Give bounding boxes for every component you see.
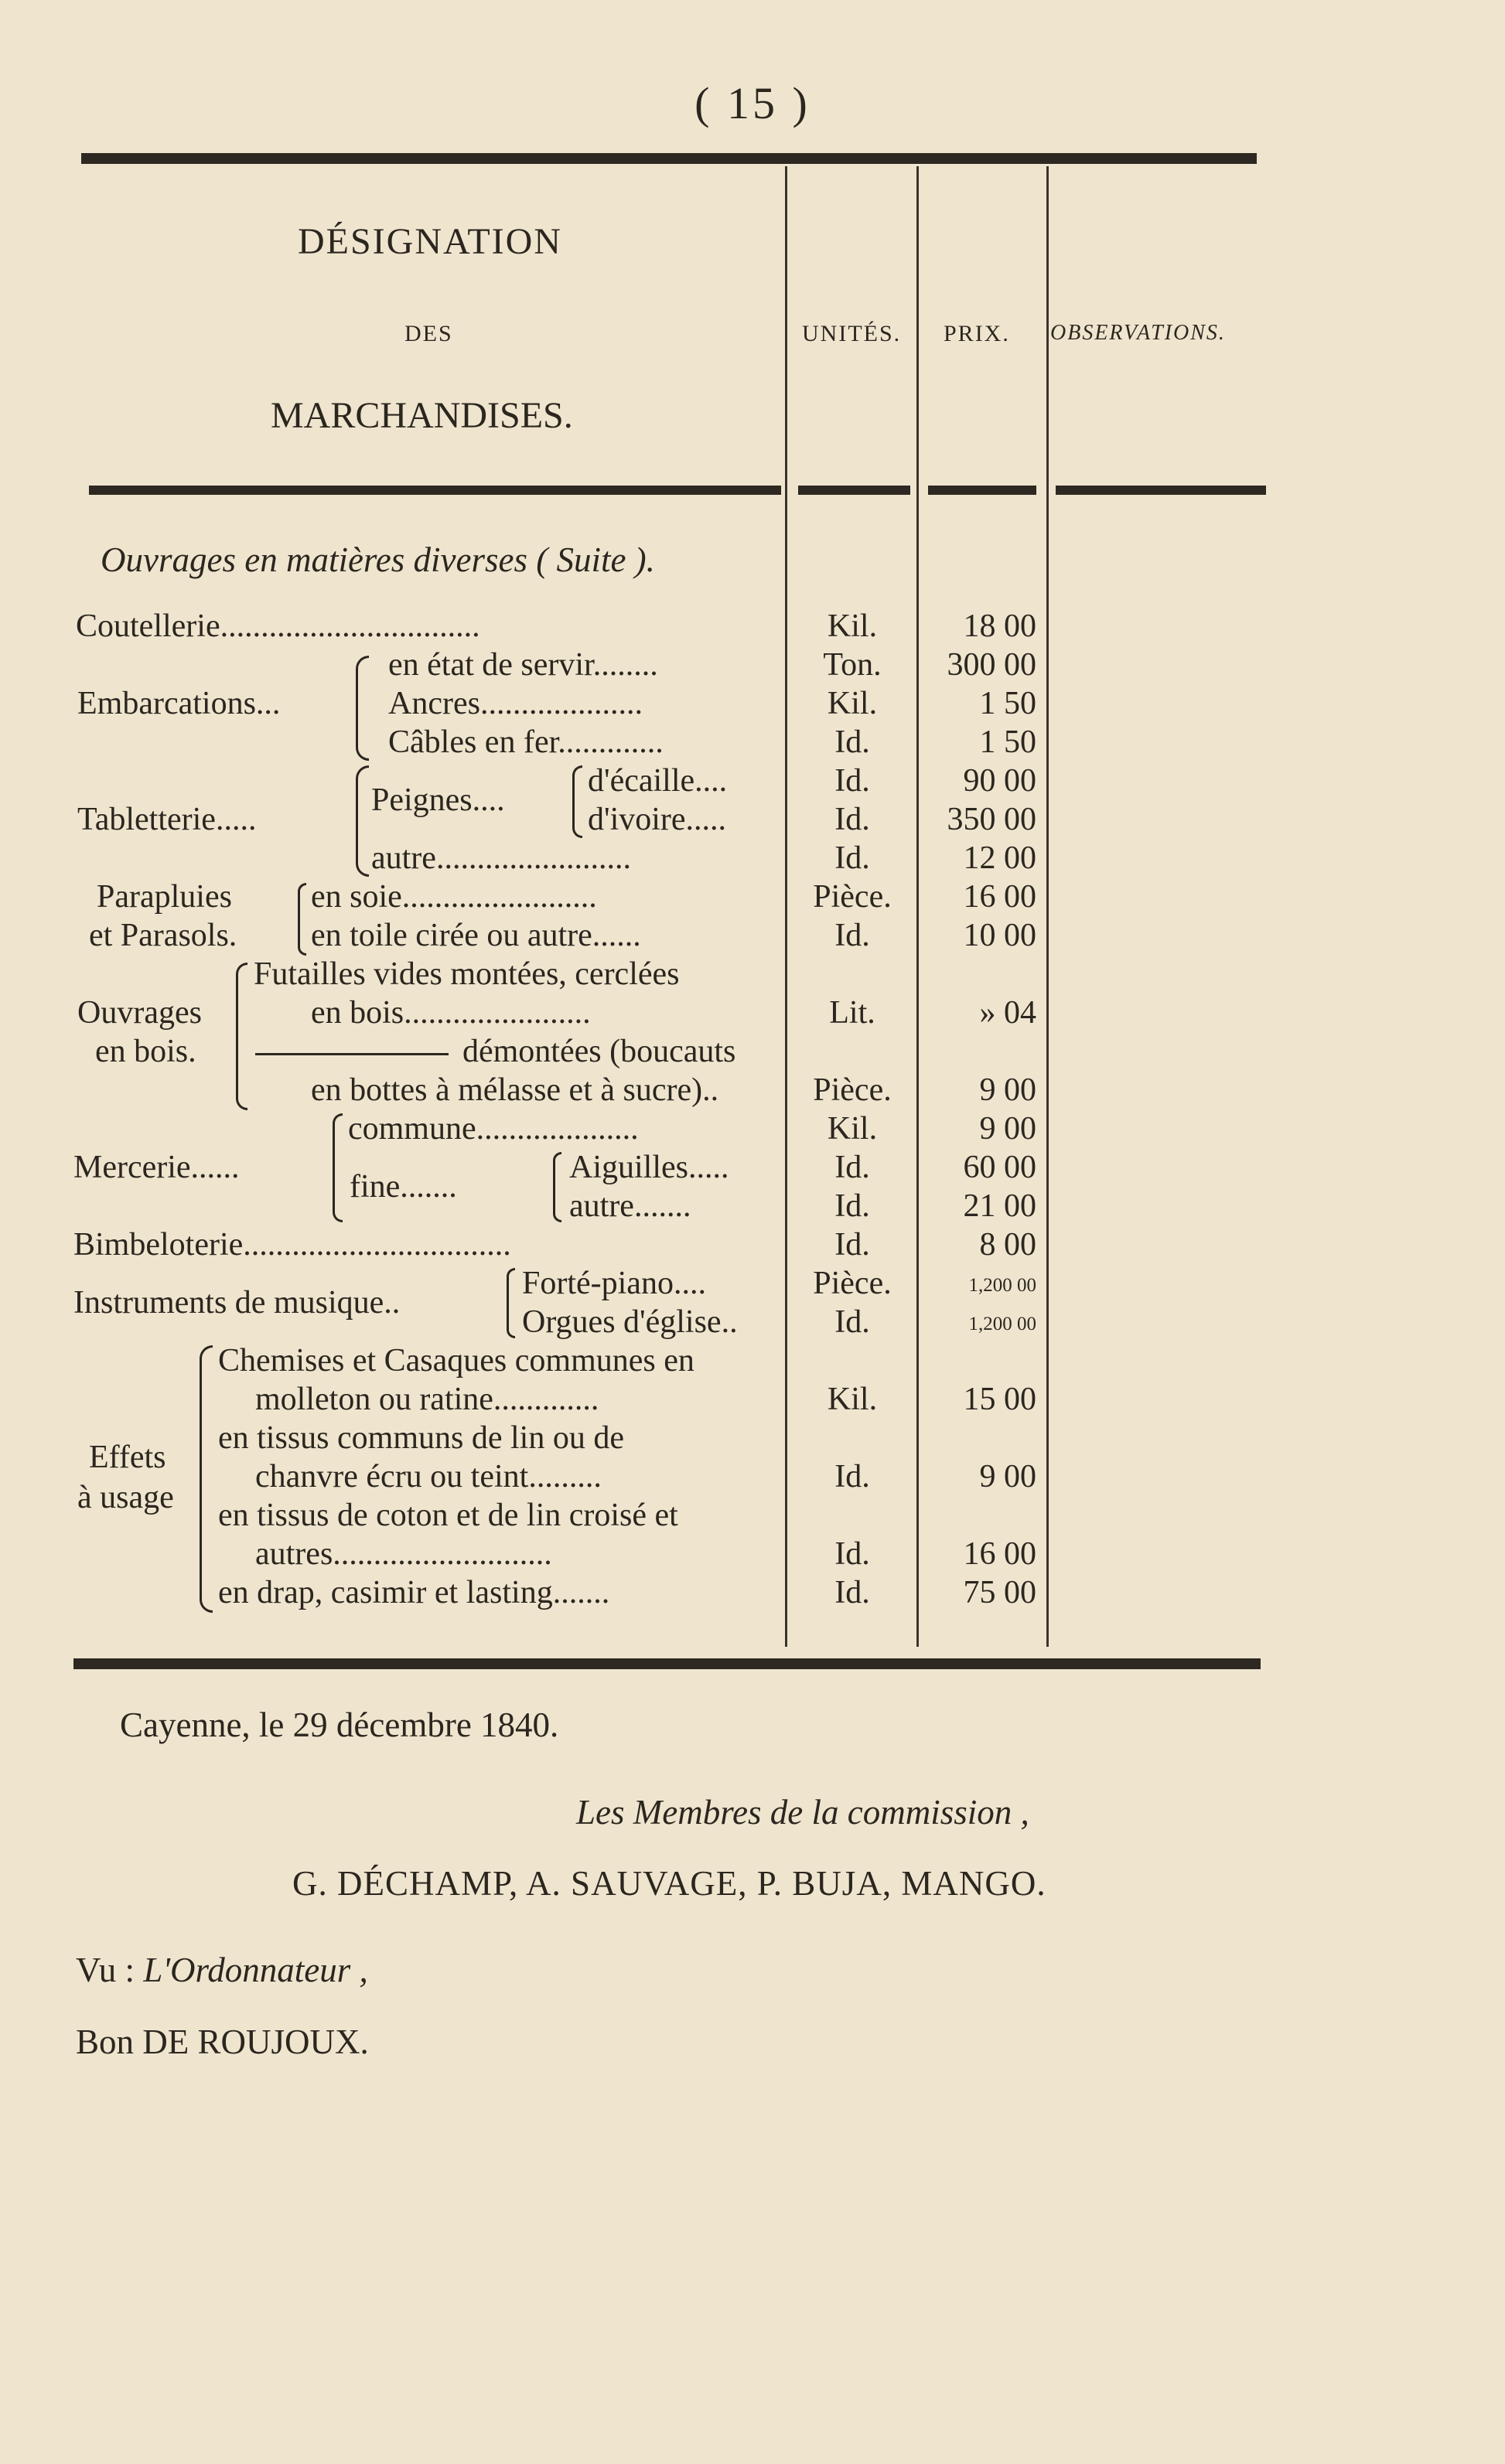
- tabletterie-unit-3: Id.: [834, 840, 870, 876]
- instruments-item-2: Orgues d'église..: [522, 1304, 738, 1340]
- header-rule-price: [928, 486, 1036, 495]
- ouvrages-bois-brace: [236, 963, 247, 1110]
- column-divider-obs: [1046, 166, 1049, 1647]
- mercerie-unit-1: Kil.: [827, 1111, 878, 1147]
- parapluies-brace: [298, 883, 306, 956]
- embarcations-unit-1: Ton.: [823, 647, 882, 683]
- embarcations-price-3: 1 50: [979, 724, 1036, 760]
- header-title-line1: DÉSIGNATION: [298, 221, 562, 262]
- footer-vu-prefix: Vu :: [76, 1951, 135, 1989]
- instruments-price-1: [913, 1264, 1036, 1305]
- ouvrages-bois-line-4: en bottes à mélasse et à sucre)..: [311, 1072, 719, 1108]
- effets-line-3a: en tissus de coton et de lin croisé et: [218, 1498, 678, 1533]
- tabletterie-item-1: d'écaille....: [588, 763, 728, 799]
- effets-unit-2: Id.: [834, 1459, 870, 1494]
- embarcations-item-1: en état de servir........: [388, 647, 658, 683]
- instruments-price-2: [913, 1303, 1036, 1344]
- footer-vu-role: L'Ordonnateur ,: [143, 1951, 368, 1989]
- mercerie-label: Mercerie......: [73, 1150, 240, 1185]
- tabletterie-peignes: Peignes....: [371, 782, 505, 818]
- mercerie-unit-3: Id.: [834, 1188, 870, 1224]
- instruments-brace: [507, 1268, 515, 1338]
- mercerie-item-2: Aiguilles.....: [569, 1150, 729, 1185]
- effets-line-1a: Chemises et Casaques communes en: [218, 1343, 694, 1379]
- tabletterie-brace: [356, 765, 369, 877]
- embarcations-label: Embarcations...: [77, 686, 281, 721]
- effets-line-1b: molleton ou ratine.............: [255, 1382, 599, 1417]
- embarcations-unit-2: Kil.: [827, 686, 878, 721]
- header-title-line3: MARCHANDISES.: [271, 395, 573, 436]
- footer-vu: [76, 1950, 368, 1990]
- ouvrages-bois-dash: [255, 1053, 449, 1055]
- effets-price-2: 9 00: [979, 1459, 1036, 1494]
- tabletterie-price-2: 350 00: [947, 802, 1036, 837]
- ouvrages-bois-price-1: » 04: [979, 995, 1036, 1031]
- mercerie-item-3: autre.......: [569, 1188, 691, 1224]
- parapluies-price-2: 10 00: [963, 918, 1036, 953]
- embarcations-item-2: Ancres....................: [388, 686, 643, 721]
- parapluies-unit-1: Pièce.: [813, 879, 892, 915]
- header-col-obs: OBSERVATIONS.: [1050, 321, 1226, 345]
- peignes-brace: [572, 765, 582, 838]
- instruments-unit-1: Pièce.: [813, 1266, 892, 1301]
- tabletterie-label: Tabletterie.....: [77, 802, 257, 837]
- effets-unit-3: Id.: [834, 1536, 870, 1572]
- effets-price-3: 16 00: [963, 1536, 1036, 1572]
- ouvrages-bois-unit-1: Lit.: [829, 995, 875, 1031]
- effets-line-4a: en drap, casimir et lasting.......: [218, 1575, 610, 1610]
- parapluies-label-2: et Parasols.: [89, 918, 237, 953]
- ouvrages-bois-unit-2: Pièce.: [813, 1072, 892, 1108]
- effets-price-4: 75 00: [963, 1575, 1036, 1610]
- header-col-price: PRIX.: [944, 321, 1010, 346]
- embarcations-price-1: 300 00: [947, 647, 1036, 683]
- tabletterie-price-1: 90 00: [963, 763, 1036, 799]
- header-rule-units: [798, 486, 910, 495]
- coutellerie-price: 18 00: [963, 608, 1036, 644]
- effets-label-1: Effets: [89, 1440, 166, 1475]
- effets-line-3b: autres...........................: [255, 1536, 552, 1572]
- ouvrages-bois-label-2: en bois.: [95, 1034, 196, 1069]
- instruments-label: Instruments de musique..: [73, 1285, 401, 1321]
- instruments-unit-2: Id.: [834, 1304, 870, 1340]
- instruments-price-2-text: 1,200 00: [968, 1314, 1036, 1334]
- tabletterie-unit-1: Id.: [834, 763, 870, 799]
- ouvrages-bois-label-1: Ouvrages: [77, 995, 202, 1031]
- mercerie-fine: fine.......: [350, 1169, 457, 1205]
- footer-baron: Bon DE ROUJOUX.: [76, 2023, 369, 2061]
- instruments-price-1-text: 1,200 00: [968, 1275, 1036, 1296]
- embarcations-unit-3: Id.: [834, 724, 870, 760]
- page-number: ( 15 ): [694, 78, 811, 128]
- header-rule-obs: [1056, 486, 1266, 495]
- tabletterie-item-3: autre........................: [371, 840, 631, 876]
- header-col-units: UNITÉS.: [802, 321, 902, 346]
- mercerie-price-3: 21 00: [963, 1188, 1036, 1224]
- parapluies-item-2: en toile cirée ou autre......: [311, 918, 641, 953]
- effets-brace: [200, 1345, 213, 1613]
- coutellerie-unit: Kil.: [827, 608, 878, 644]
- bimbeloterie-label: Bimbeloterie.................................: [73, 1227, 511, 1263]
- bimbeloterie-price: 8 00: [979, 1227, 1036, 1263]
- header-rule-designation: [89, 486, 781, 495]
- embarcations-price-2: 1 50: [979, 686, 1036, 721]
- effets-unit-1: Kil.: [827, 1382, 878, 1417]
- mercerie-price-1: 9 00: [979, 1111, 1036, 1147]
- mercerie-brace: [333, 1113, 343, 1222]
- parapluies-label-1: Parapluies: [97, 879, 232, 915]
- parapluies-unit-2: Id.: [834, 918, 870, 953]
- fine-brace: [553, 1152, 561, 1222]
- effets-price-1: 15 00: [963, 1382, 1036, 1417]
- instruments-item-1: Forté-piano....: [522, 1266, 706, 1301]
- bottom-rule: [73, 1658, 1261, 1669]
- tabletterie-price-3: 12 00: [963, 840, 1036, 876]
- effets-unit-4: Id.: [834, 1575, 870, 1610]
- footer-members: Les Membres de la commission ,: [576, 1793, 1029, 1832]
- effets-line-2b: chanvre écru ou teint.........: [255, 1459, 602, 1494]
- ouvrages-bois-price-2: 9 00: [979, 1072, 1036, 1108]
- bimbeloterie-unit: Id.: [834, 1227, 870, 1263]
- parapluies-item-1: en soie........................: [311, 879, 597, 915]
- top-rule: [81, 153, 1257, 164]
- embarcations-brace: [356, 656, 369, 761]
- header-title-line2: DES: [404, 321, 453, 346]
- ouvrages-bois-line-3: démontées (boucauts: [462, 1034, 736, 1069]
- ouvrages-bois-line-2: en bois.......................: [311, 995, 591, 1031]
- effets-line-2a: en tissus communs de lin ou de: [218, 1420, 624, 1456]
- mercerie-unit-2: Id.: [834, 1150, 870, 1185]
- coutellerie-label: Coutellerie................................: [76, 608, 480, 644]
- ouvrages-bois-line-1: Futailles vides montées, cerclées: [254, 956, 680, 992]
- effets-label-2: à usage: [77, 1480, 174, 1515]
- footer-date: Cayenne, le 29 décembre 1840.: [120, 1706, 559, 1744]
- mercerie-item-1: commune....................: [348, 1111, 639, 1147]
- tabletterie-unit-2: Id.: [834, 802, 870, 837]
- parapluies-price-1: 16 00: [963, 879, 1036, 915]
- tabletterie-item-2: d'ivoire.....: [588, 802, 727, 837]
- footer-signatories: G. DÉCHAMP, A. SAUVAGE, P. BUJA, MANGO.: [292, 1864, 1046, 1903]
- section-title: Ouvrages en matières diverses ( Suite ).: [101, 540, 655, 579]
- mercerie-price-2: 60 00: [963, 1150, 1036, 1185]
- embarcations-item-3: Câbles en fer.............: [388, 724, 664, 760]
